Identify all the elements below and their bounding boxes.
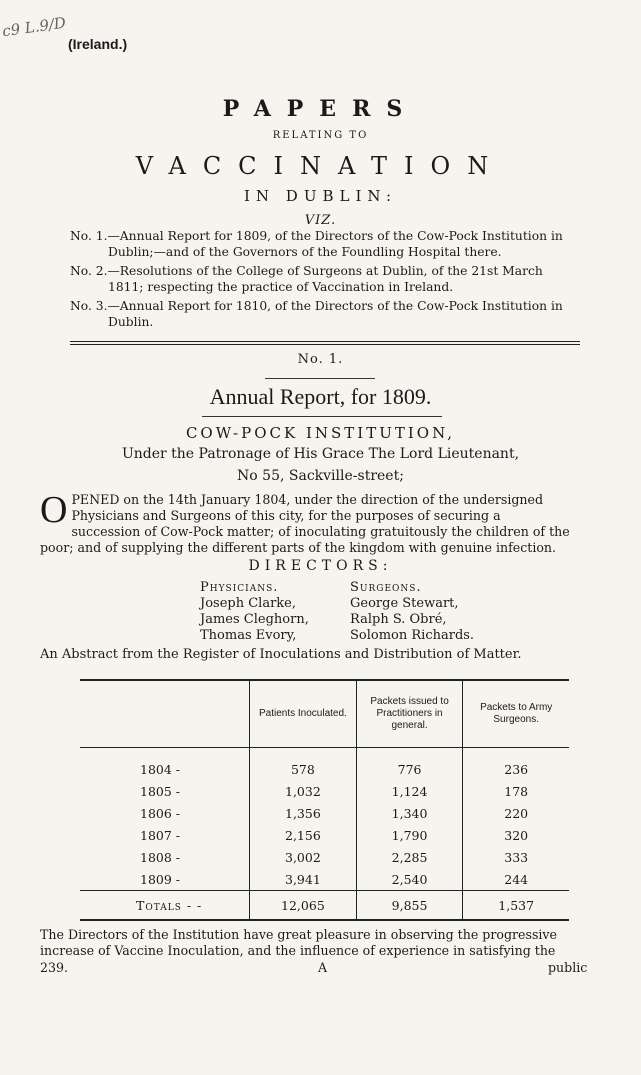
opening-paragraph — [40, 489, 570, 556]
cell-army: 178 — [463, 780, 569, 802]
title-viz: VIZ. — [304, 213, 337, 228]
signature-mark: A — [318, 960, 328, 975]
table-row — [80, 846, 569, 868]
cell-year: 1806 - — [140, 805, 181, 821]
catchword: public — [548, 960, 588, 975]
cell-army: 236 — [463, 748, 569, 781]
physician-name: Thomas Evory, — [200, 628, 297, 643]
cell-year: 1804 - — [140, 761, 181, 777]
cell-patients: 1,356 — [250, 802, 357, 824]
report-heading: Annual Report, for 1809. — [209, 384, 432, 409]
table-row — [80, 780, 569, 802]
region-label: (Ireland.) — [68, 36, 128, 52]
table-row — [80, 802, 569, 824]
register-table — [80, 679, 569, 921]
cell-practitioners: 776 — [356, 748, 463, 781]
contents-item — [70, 228, 580, 260]
physician-name: James Cleghorn, — [200, 612, 309, 627]
totals-label: Totals - - — [80, 891, 250, 921]
cell-patients: 1,032 — [250, 780, 357, 802]
table-header-row — [80, 680, 569, 748]
physicians-column — [200, 580, 309, 644]
cell-practitioners: 2,285 — [356, 846, 463, 868]
contents-item-number: No. 3.— — [70, 299, 120, 313]
contents-item-text: Annual Report for 1809, of the Directors of the Cow-Pock Institution in Dublin;—and of the Governors of the Foundling Hospital there. — [108, 229, 563, 259]
address-line: No 55, Sackville-street; — [237, 468, 404, 484]
totals-practitioners: 9,855 — [356, 891, 463, 921]
cell-practitioners: 2,540 — [356, 868, 463, 891]
contents-list — [70, 228, 580, 333]
header-army: Packets to Army Surgeons. — [463, 680, 569, 748]
contents-item-number: No. 2.— — [70, 264, 120, 278]
totals-patients: 12,065 — [250, 891, 357, 921]
header-patients: Patients Inoculated. — [250, 680, 357, 748]
surgeons-heading: Surgeons. — [350, 580, 422, 595]
surgeon-name: George Stewart, — [350, 596, 459, 611]
cell-year: 1808 - — [140, 849, 181, 865]
contents-item — [70, 298, 580, 330]
table-row — [80, 748, 569, 781]
report-number: No. 1. — [297, 352, 344, 367]
surgeons-column — [350, 580, 474, 644]
title-place: IN DUBLIN: — [243, 187, 398, 205]
contents-item-text: Annual Report for 1810, of the Directors of the Cow-Pock Institution in Dublin. — [108, 299, 563, 329]
abstract-title: An Abstract from the Register of Inoculations and Distribution of Matter. — [40, 647, 522, 662]
cell-practitioners: 1,124 — [356, 780, 463, 802]
cell-army: 244 — [463, 868, 569, 891]
heading-divider — [202, 416, 442, 417]
contents-item-number: No. 1.— — [70, 229, 120, 243]
contents-item — [70, 263, 580, 295]
cell-year: 1805 - — [140, 783, 181, 799]
title-subject: VACCINATION — [135, 152, 506, 180]
surgeon-name: Ralph S. Obré, — [350, 612, 447, 627]
cell-patients: 3,002 — [250, 846, 357, 868]
closing-paragraph: The Directors of the Institution have great pleasure in observing the progressive increase of Vaccine Inoculation, and the influence of experience in satisfying the — [40, 927, 558, 958]
physician-name: Joseph Clarke, — [200, 596, 297, 611]
cell-patients: 578 — [250, 748, 357, 781]
drop-cap: O — [40, 489, 68, 531]
table-row — [80, 824, 569, 846]
cell-patients: 3,941 — [250, 868, 357, 891]
totals-army: 1,537 — [463, 891, 569, 921]
cell-year: 1807 - — [140, 827, 181, 843]
section-divider-inner — [70, 344, 580, 345]
cell-army: 333 — [463, 846, 569, 868]
institution-name: COW-POCK INSTITUTION, — [185, 424, 456, 442]
cell-army: 320 — [463, 824, 569, 846]
totals-row — [80, 891, 569, 921]
opening-text: PENED on the 14th January 1804, under the direction of the undersigned Physicians and Surgeons of this city, for the purposes of securing a succession of Cow-Pock matter; of inoculating gratuitously the children of the poor; and of supplying the different parts of the kingdom with genuine infection. — [40, 492, 570, 555]
physicians-heading: Physicians. — [200, 580, 279, 595]
section-divider — [70, 341, 580, 342]
cell-army: 220 — [463, 802, 569, 824]
title-papers: PAPERS — [222, 96, 419, 122]
cell-practitioners: 1,340 — [356, 802, 463, 824]
page-number: 239. — [40, 960, 69, 975]
contents-item-text: Resolutions of the College of Surgeons at Dublin, of the 21st March 1811; respecting the practice of Vaccination in Ireland. — [108, 264, 543, 294]
cell-patients: 2,156 — [250, 824, 357, 846]
cell-year: 1809 - — [140, 871, 181, 887]
header-practitioners: Packets issued to Practitioners in general. — [356, 680, 463, 748]
title-relating: RELATING TO — [272, 130, 369, 141]
table-row — [80, 868, 569, 891]
header-year — [80, 680, 250, 748]
patronage-line: Under the Patronage of His Grace The Lord Lieutenant, — [121, 446, 520, 462]
directors-heading: DIRECTORS: — [248, 558, 393, 574]
short-divider — [265, 378, 375, 379]
surgeon-name: Solomon Richards. — [350, 628, 475, 643]
cell-practitioners: 1,790 — [356, 824, 463, 846]
handwritten-mark: c9 L.9/D — [1, 13, 68, 41]
